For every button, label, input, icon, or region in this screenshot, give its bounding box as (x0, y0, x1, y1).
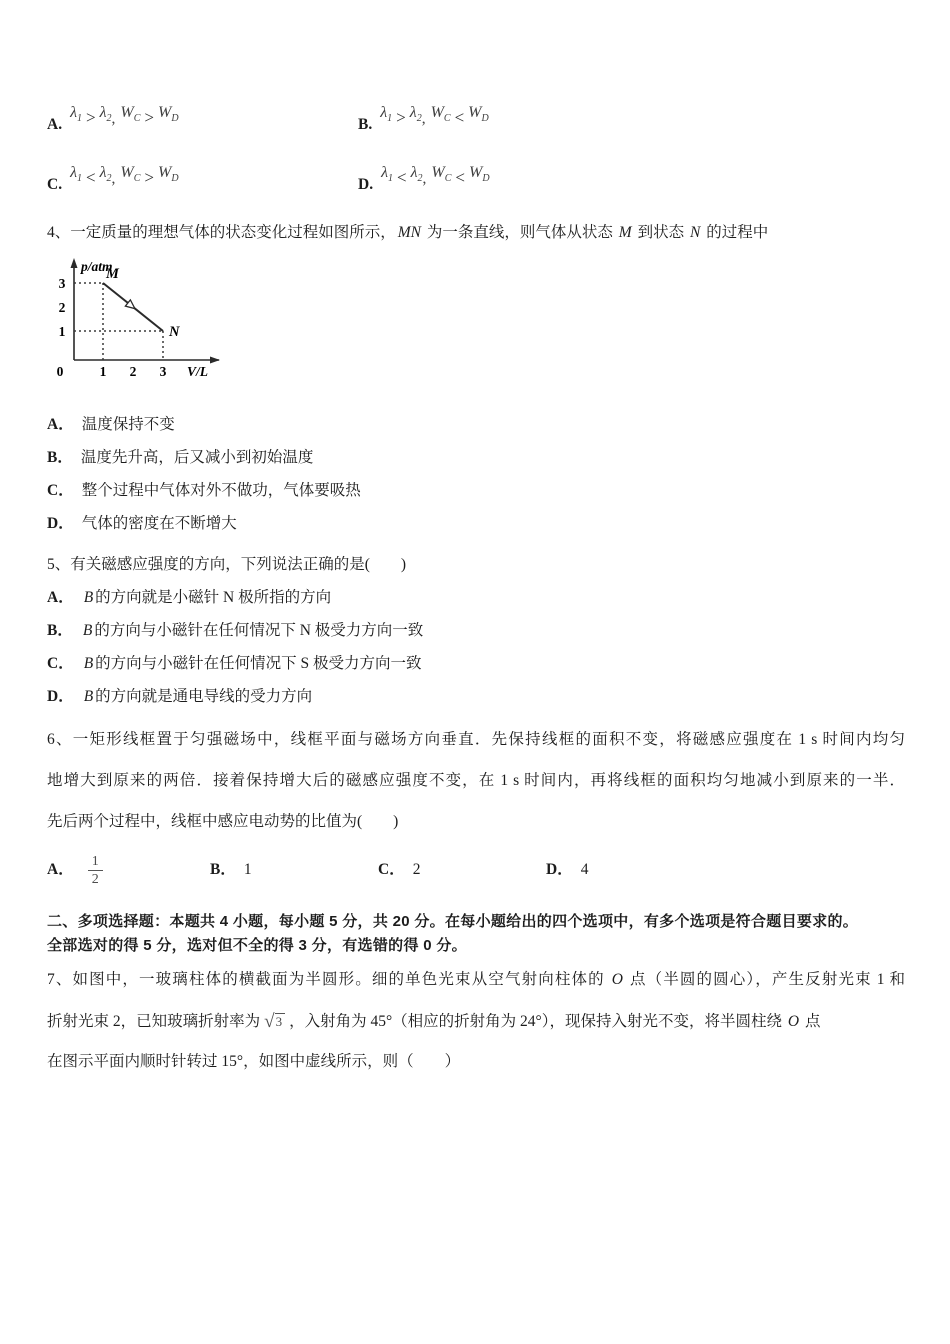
wc-var: $W_C$ (120, 163, 141, 184)
y-axis-arrow-icon (71, 258, 78, 268)
lambda1-var: $\lambda_1$ (70, 103, 83, 124)
option-label: C. (47, 176, 63, 193)
ytick-2: 2 (58, 300, 66, 315)
lambda2-var: $\lambda_2$ (409, 103, 422, 124)
var-B: B (82, 622, 93, 639)
q6-line-3: 先后两个过程中，线框中感应电动势的比值为( ) (47, 813, 399, 830)
lambda1-var: $\lambda_1$ (70, 163, 83, 184)
var-MN: MN (397, 224, 422, 241)
q4-option-c: C． 整个过程中气体对外不做功，气体要吸热 (47, 482, 361, 499)
origin-label: 0 (56, 364, 64, 379)
option-label: D. (358, 176, 374, 193)
q3-option-b (358, 96, 905, 136)
relation-1: < (397, 167, 407, 187)
point-m-label: M (106, 266, 119, 282)
q5-option-c: C． B 的方向与小磁针在任何情况下 S 极受力方向一致 (47, 655, 422, 672)
var-N: N (689, 224, 701, 241)
y-axis-label: p/atm (81, 259, 113, 274)
q5-stem: 5、有关磁感应强度的方向，下列说法正确的是( ) (47, 556, 407, 573)
comma: , (111, 169, 116, 187)
section2-line-1: 二、多项选择题：本题共 4 小题，每小题 5 分，共 20 分。在每小题给出的四个选项中，有多个选项是符合题目要求的。 (47, 913, 859, 930)
fraction-one-half: $\frac{1}{2}$ (88, 854, 103, 887)
q3-option-d (358, 156, 905, 196)
wd-var: $W_D$ (158, 103, 179, 124)
x-axis-label: V/L (187, 364, 209, 379)
q6-option-b: B． 1 (210, 861, 252, 878)
q7-line-3: 在图示平面内顺时针转过 15°，如图中虚线所示，则（ ） (47, 1053, 461, 1070)
q4-options (47, 408, 905, 540)
section2-header (47, 910, 905, 957)
wd-var: $W_D$ (158, 163, 179, 184)
q6-options (47, 846, 905, 894)
wd-var: $W_D$ (469, 163, 490, 184)
relation-1: < (86, 167, 96, 187)
q7-line-2: 折射光束 2，已知玻璃折射率为 √ 3 ，入射角为 45°（相应的折射角为 24°），现保持入射光不变，将半圆柱绕 O 点 (47, 1011, 821, 1032)
ytick-3: 3 (58, 276, 66, 291)
xtick-1: 1 (99, 364, 107, 379)
relation-2: < (455, 167, 466, 187)
lambda1-var: $\lambda_1$ (381, 163, 394, 184)
relation-1: > (86, 107, 96, 127)
q7-line-1: 7、如图中，一玻璃柱体的横截面为半圆形。细的单色光束从空气射向柱体的 O 点（半圆的圆心），产生反射光束 1 和 (47, 971, 905, 988)
wc-var: $W_C$ (120, 103, 141, 124)
relation-2: > (144, 107, 155, 127)
q6-option-c: C． 2 (378, 861, 421, 878)
wc-var: $W_C$ (431, 163, 452, 184)
q6-line-1: 6、一矩形线框置于匀强磁场中，线框平面与磁场方向垂直．先保持线框的面积不变，将磁感应强度在 1 s 时间内均匀 (47, 731, 905, 748)
q4-pv-diagram (47, 254, 905, 384)
option-label: A. (47, 116, 63, 133)
var-O: O (611, 971, 623, 988)
q3-option-a (47, 96, 358, 136)
var-B: B (83, 655, 94, 672)
wc-var: $W_C$ (430, 103, 451, 124)
relation-2: < (454, 107, 465, 127)
q4-option-d: D． 气体的密度在不断增大 (47, 515, 237, 532)
q5-option-b: B． B 的方向与小磁针在任何情况下 N 极受力方向一致 (47, 622, 424, 639)
section2-line-2: 全部选对的得 5 分，选对但不全的得 3 分，有选错的得 0 分。 (47, 936, 467, 954)
q4-option-b: B． 温度先升高，后又减小到初始温度 (47, 449, 314, 466)
comma: , (421, 109, 426, 127)
lambda2-var: $\lambda_2$ (99, 103, 112, 124)
var-B: B (83, 688, 94, 705)
relation-1: > (396, 107, 406, 127)
q3-option-c (47, 156, 358, 196)
math-expression (381, 163, 490, 196)
math-expression (380, 103, 489, 136)
comma: , (111, 109, 116, 127)
lambda2-var: $\lambda_2$ (410, 163, 423, 184)
var-O: O (787, 1013, 800, 1030)
lambda1-var: $\lambda_1$ (380, 103, 393, 124)
q5-options (47, 581, 905, 713)
wd-var: $W_D$ (468, 103, 489, 124)
x-axis-arrow-icon (210, 357, 220, 364)
q4-stem: 4、一定质量的理想气体的状态变化过程如图所示， MN 为一条直线，则气体从状态 M 到状态 N 的过程中 (47, 224, 769, 241)
comma: , (422, 169, 427, 187)
xtick-3: 3 (159, 364, 167, 379)
q6-option-d: D． 4 (546, 861, 589, 878)
var-B: B (83, 589, 94, 606)
math-expression (70, 103, 179, 136)
pv-plot (47, 254, 232, 384)
q6-stem (47, 719, 905, 842)
q6-line-2: 地增大到原来的两倍．接着保持增大后的磁感应强度不变，在 1 s 时间内，再将线框的面积均匀地减小到原来的一半． (47, 772, 905, 789)
q4-option-a: A． 温度保持不变 (47, 416, 175, 433)
q6-option-a: A． $\frac{1}{2}$ (47, 854, 210, 887)
ytick-1: 1 (58, 324, 66, 339)
q5-option-a: A． B 的方向就是小磁针 N 极所指的方向 (47, 589, 332, 606)
point-n-label: N (169, 324, 180, 340)
q3-options (47, 96, 905, 196)
xtick-2: 2 (129, 364, 137, 379)
lambda2-var: $\lambda_2$ (99, 163, 112, 184)
option-label: B. (358, 116, 373, 133)
q5-option-d: D． B 的方向就是通电导线的受力方向 (47, 688, 313, 705)
var-M: M (618, 224, 632, 241)
relation-2: > (144, 167, 155, 187)
sqrt-3: √ 3 (264, 1013, 285, 1030)
math-expression (70, 163, 179, 196)
